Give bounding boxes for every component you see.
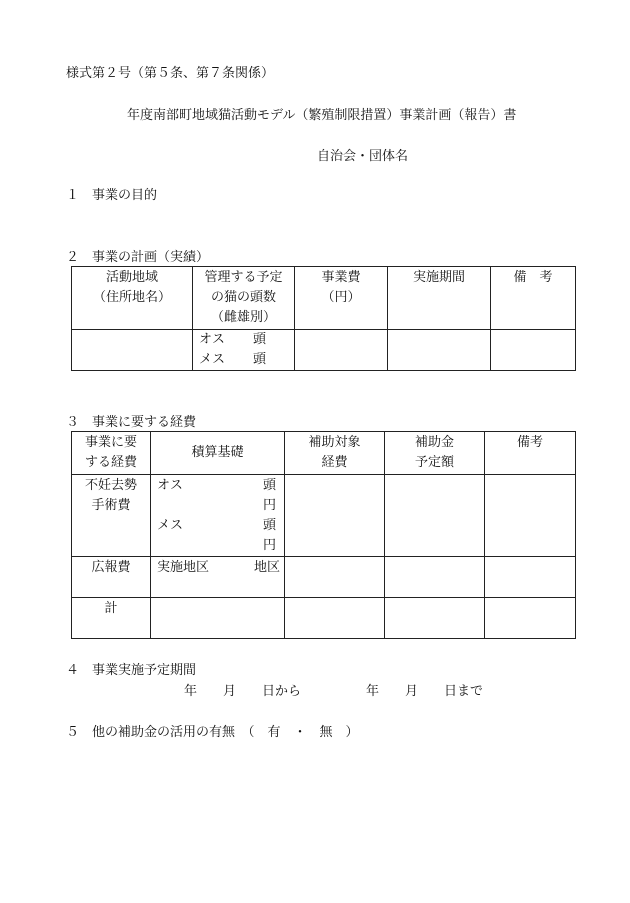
cell-surgery-subsidy[interactable] bbox=[385, 475, 485, 557]
cell-project-cost[interactable] bbox=[295, 330, 388, 371]
header-cat-count: 管理する予定 の猫の頭数 （雌雄別） bbox=[193, 267, 295, 330]
cell-surgery-label: 不妊去勢 手術費 bbox=[72, 475, 151, 557]
header-eligible-cost: 補助対象 経費 bbox=[285, 432, 385, 475]
cell-pr-basis[interactable]: 実施地区 地区 bbox=[151, 557, 285, 598]
document-title: 年度南部町地域猫活動モデル（繁殖制限措置）事業計画（報告）書 bbox=[127, 108, 517, 123]
header-expense-remarks: 備考 bbox=[485, 432, 576, 475]
cell-surgery-basis[interactable]: オス 頭 円 メス 頭 円 bbox=[151, 475, 285, 557]
header-period: 実施期間 bbox=[388, 267, 491, 330]
cell-total-eligible[interactable] bbox=[285, 598, 385, 639]
section3-heading: ３ 事業に要する経費 bbox=[66, 415, 197, 430]
form-number: 様式第２号（第５条、第７条関係） bbox=[66, 66, 275, 81]
cell-surgery-eligible[interactable] bbox=[285, 475, 385, 557]
section4-heading: ４ 事業実施予定期間 bbox=[66, 663, 197, 678]
cell-surgery-remarks[interactable] bbox=[485, 475, 576, 557]
cell-period[interactable] bbox=[388, 330, 491, 371]
section5-heading: ５ 他の補助金の活用の有無 （ 有 ・ 無 ） bbox=[66, 725, 359, 740]
cell-remarks[interactable] bbox=[491, 330, 576, 371]
cell-total-label: 計 bbox=[72, 598, 151, 639]
header-project-cost: 事業費 （円） bbox=[295, 267, 388, 330]
cell-pr-subsidy[interactable] bbox=[385, 557, 485, 598]
cell-cat-count[interactable]: オス 頭 メス 頭 bbox=[193, 330, 295, 371]
expense-table bbox=[71, 431, 576, 639]
cell-pr-label: 広報費 bbox=[72, 557, 151, 598]
organization-label: 自治会・団体名 bbox=[317, 149, 409, 164]
expense-table-header-row bbox=[72, 432, 576, 475]
header-expense-type: 事業に要 する経費 bbox=[72, 432, 151, 475]
total-row bbox=[72, 598, 576, 639]
cell-total-subsidy[interactable] bbox=[385, 598, 485, 639]
header-calculation-basis: 積算基礎 bbox=[151, 432, 285, 475]
cell-activity-area[interactable] bbox=[72, 330, 193, 371]
plan-table-row bbox=[72, 330, 576, 371]
cell-pr-remarks[interactable] bbox=[485, 557, 576, 598]
plan-table-header-row bbox=[72, 267, 576, 330]
cell-pr-eligible[interactable] bbox=[285, 557, 385, 598]
cell-total-remarks[interactable] bbox=[485, 598, 576, 639]
surgery-row bbox=[72, 475, 576, 557]
header-remarks: 備 考 bbox=[491, 267, 576, 330]
section2-heading: ２ 事業の計画（実績） bbox=[66, 250, 210, 265]
header-activity-area: 活動地域 （住所地名） bbox=[72, 267, 193, 330]
pr-row bbox=[72, 557, 576, 598]
header-subsidy-amount: 補助金 予定額 bbox=[385, 432, 485, 475]
plan-table bbox=[71, 266, 576, 371]
cell-total-basis[interactable] bbox=[151, 598, 285, 639]
section1-heading: １ 事業の目的 bbox=[66, 188, 158, 203]
period-dates: 年 月 日から 年 月 日まで bbox=[184, 684, 484, 699]
